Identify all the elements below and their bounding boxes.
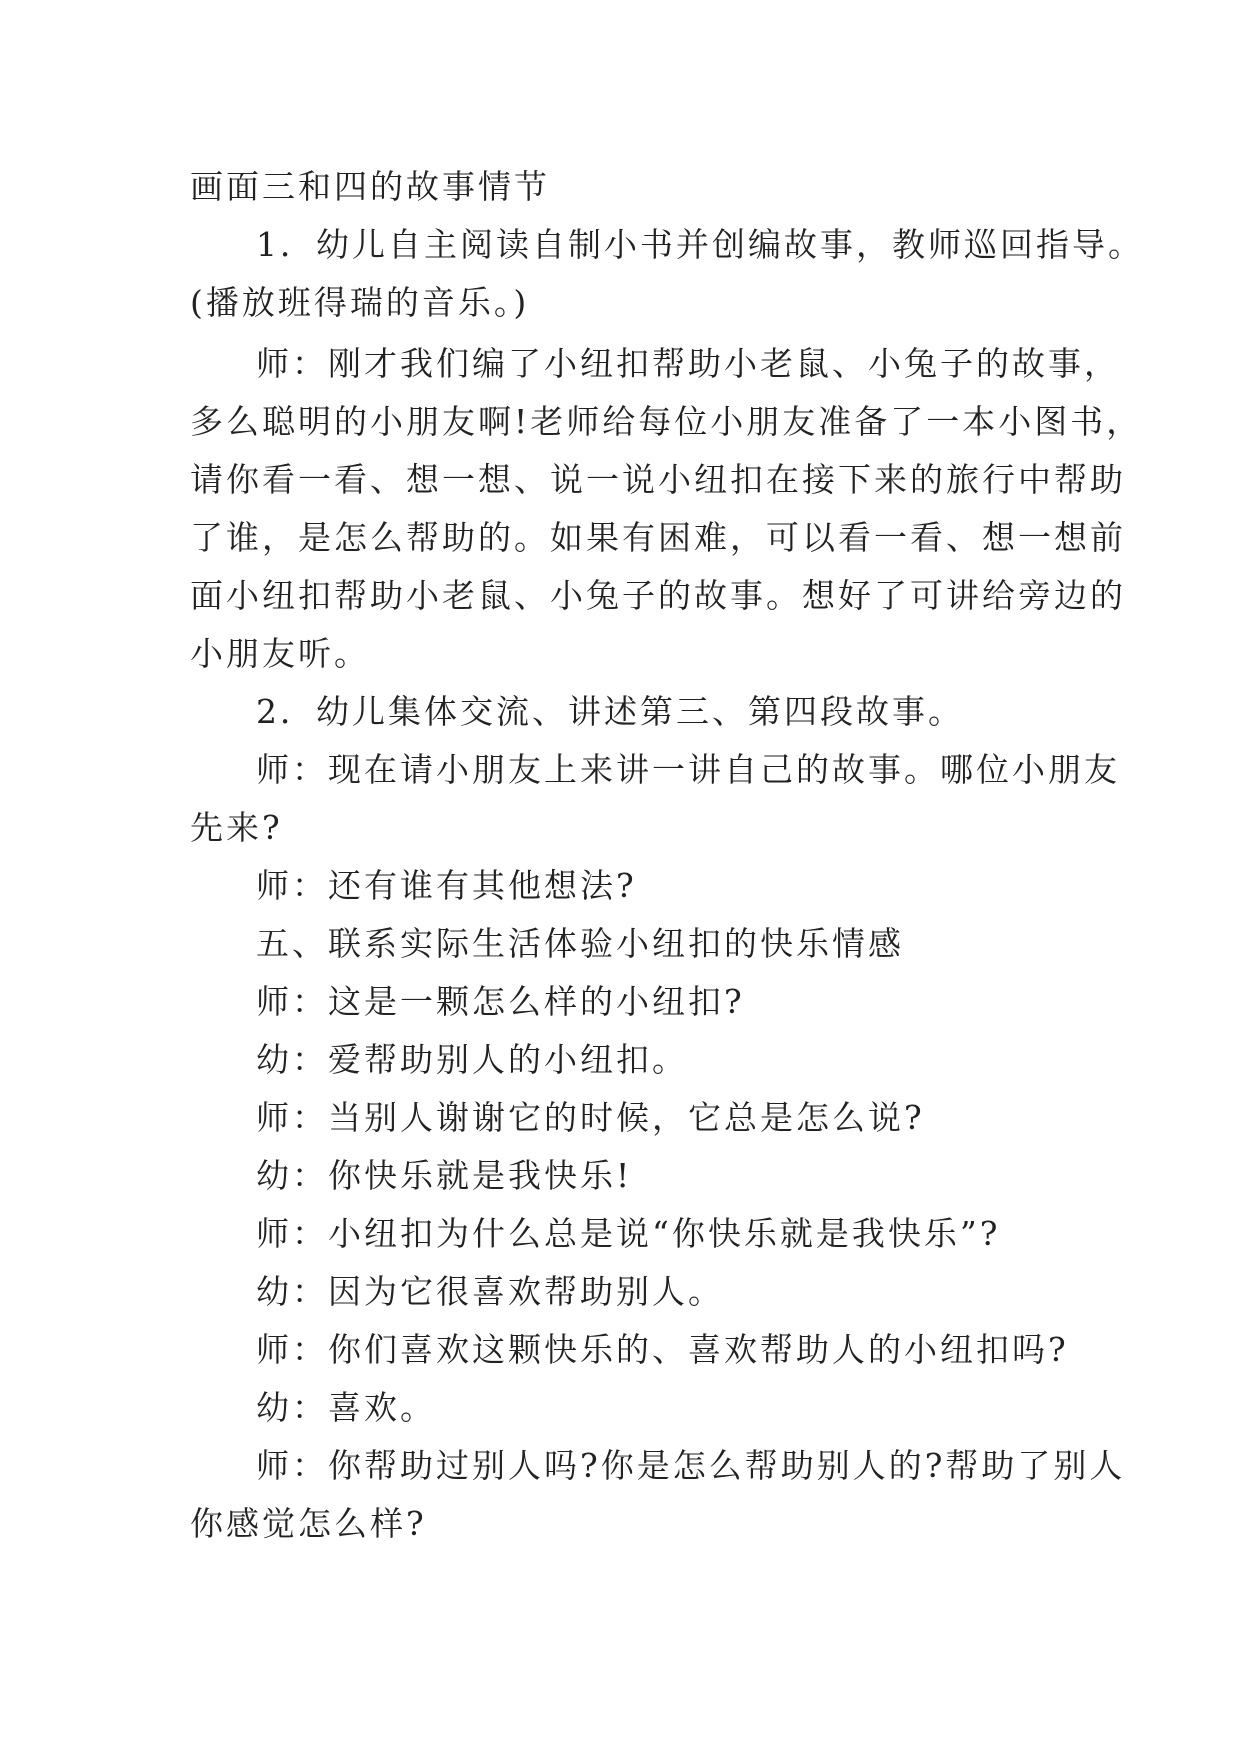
text-line: (播放班得瑞的音乐。) bbox=[190, 283, 530, 322]
text-line: 师：小纽扣为什么总是说“你快乐就是我快乐”? bbox=[256, 1214, 1001, 1253]
text-line: 师：还有谁有其他想法? bbox=[256, 866, 637, 905]
text-line: 师：现在请小朋友上来讲一讲自己的故事。哪位小朋友 bbox=[256, 750, 1120, 789]
text-line: 小朋友听。 bbox=[190, 634, 370, 673]
text-line: 多么聪明的小朋友啊!老师给每位小朋友准备了一本小图书， bbox=[190, 402, 1143, 441]
text-line: 幼：爱帮助别人的小纽扣。 bbox=[256, 1040, 688, 1079]
text-line: 师：这是一颗怎么样的小纽扣? bbox=[256, 982, 745, 1021]
text-line: 幼：因为它很喜欢帮助别人。 bbox=[256, 1272, 724, 1311]
text-line: 五、联系实际生活体验小纽扣的快乐情感 bbox=[256, 924, 904, 963]
text-line: 幼：你快乐就是我快乐! bbox=[256, 1156, 633, 1195]
text-line: 了谁，是怎么帮助的。如果有困难，可以看一看、想一想前 bbox=[190, 518, 1126, 557]
text-line: 师：刚才我们编了小纽扣帮助小老鼠、小兔子的故事， bbox=[256, 344, 1120, 383]
text-line: 师：你们喜欢这颗快乐的、喜欢帮助人的小纽扣吗? bbox=[256, 1330, 1069, 1369]
text-line: 你感觉怎么样? bbox=[190, 1504, 427, 1543]
text-line: 师：当别人谢谢它的时候，它总是怎么说? bbox=[256, 1098, 925, 1137]
text-line: 1．幼儿自主阅读自制小书并创编故事，教师巡回指导。 bbox=[256, 225, 1144, 264]
text-line: 请你看一看、想一想、说一说小纽扣在接下来的旅行中帮助 bbox=[190, 460, 1126, 499]
text-line: 2．幼儿集体交流、讲述第三、第四段故事。 bbox=[256, 692, 964, 731]
text-line: 幼：喜欢。 bbox=[256, 1388, 436, 1427]
text-line: 面小纽扣帮助小老鼠、小兔子的故事。想好了可讲给旁边的 bbox=[190, 576, 1126, 615]
text-line: 画面三和四的故事情节 bbox=[190, 167, 550, 206]
text-line: 先来? bbox=[190, 808, 283, 847]
text-line: 师：你帮助过别人吗?你是怎么帮助别人的?帮助了别人 bbox=[256, 1446, 1126, 1485]
